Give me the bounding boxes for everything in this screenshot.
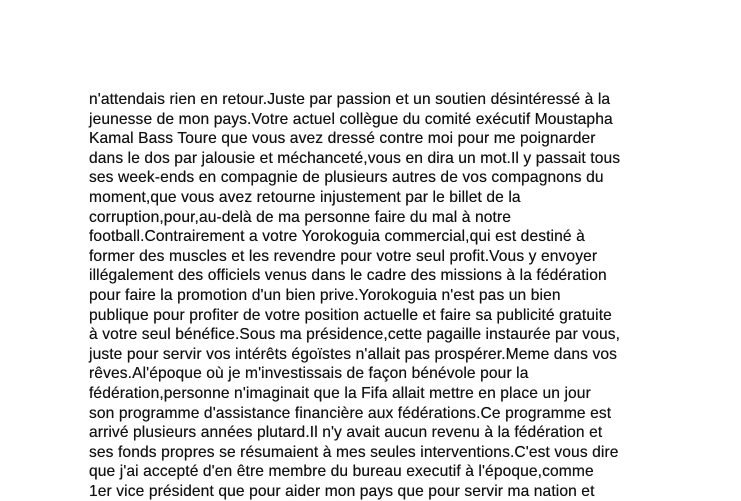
text-line: son programme d'assistance financière aux fédérations.Ce programme est: [89, 404, 612, 422]
letter-body: [89, 90, 729, 501]
text-line: fédération,personne n'imaginait que la Fifa allait mettre en place un jour: [89, 384, 591, 402]
text-line: corruption,pour,au-delà de ma personne faire du mal à notre: [89, 208, 511, 226]
text-line: dans le dos par jalousie et méchanceté,vous en dira un mot.Il y passait tous: [89, 149, 621, 167]
text-line: arrivé plusieurs années plutard.Il n'y avait aucun revenu à la fédération et: [89, 424, 603, 442]
text-line: jeunesse de mon pays.Votre actuel collègue du comité exécutif Moustapha: [89, 110, 613, 128]
text-line: n'attendais rien en retour.Juste par passion et un soutien désintéressé à la: [89, 91, 611, 108]
text-line: Kamal Bass Toure que vous avez dressé contre moi pour me poignarder: [89, 130, 596, 148]
text-line: à votre seul bénéfice.Sous ma présidence,cette pagaille instaurée par vous,: [89, 326, 621, 344]
text-line: moment,que vous avez retourne injustement par le billet de la: [89, 188, 521, 206]
text-line: illégalement des officiels venus dans le cadre des missions à la fédération: [89, 267, 607, 285]
text-line: pour faire la promotion d'un bien prive.Yorokoguia n'est pas un bien: [89, 286, 561, 304]
text-line: 1er vice président que pour aider mon pays que pour servir ma nation et: [89, 482, 595, 500]
text-line: juste pour servir vos intérêts égoïstes n'allait pas prospérer.Meme dans vos: [89, 345, 618, 363]
text-line: que j'ai accepté d'en être membre du bureau executif à l'époque,comme: [89, 463, 594, 481]
text-line: publique pour profiter de votre position actuelle et faire sa publicité gratuite: [89, 306, 612, 324]
text-line: former des muscles et les revendre pour votre seul profit.Vous y envoyer: [89, 247, 598, 265]
text-line: ses fonds propres se résumaient à mes seules interventions.C'est vous dire: [89, 443, 619, 461]
text-line: football.Contrairement a votre Yorokoguia commercial,qui est destiné à: [89, 228, 585, 246]
text-line: ses week-ends en compagnie de plusieurs autres de vos compagnons du: [89, 169, 604, 187]
text-line: rêves.Al'époque où je m'investissais de façon bénévole pour la: [89, 365, 529, 383]
